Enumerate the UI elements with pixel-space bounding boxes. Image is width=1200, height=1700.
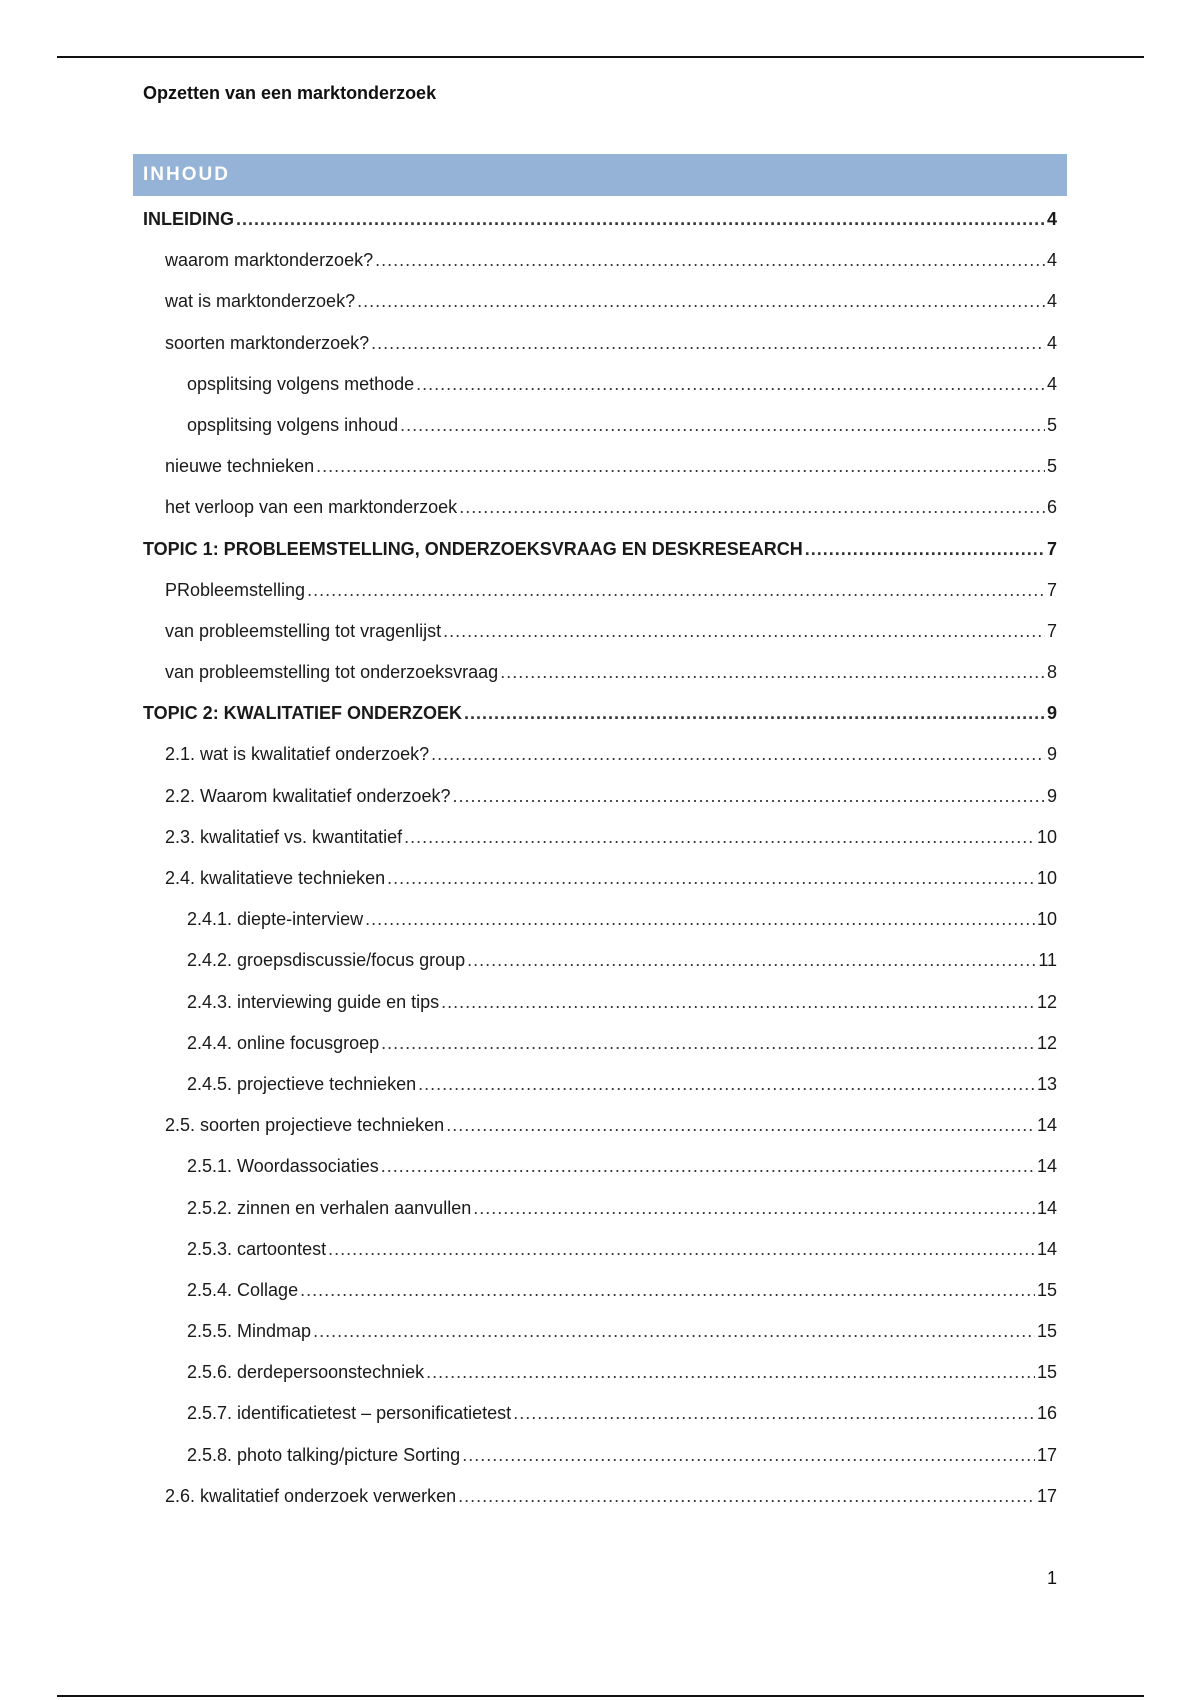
toc-entry-label: wat is marktonderzoek?	[165, 291, 356, 312]
header-rule	[57, 56, 1144, 58]
toc-entry[interactable]	[143, 1311, 1057, 1352]
toc-entry-label: 2.4.3. interviewing guide en tips	[187, 991, 440, 1012]
toc-entry-label: 2.5. soorten projectieve technieken	[165, 1115, 445, 1136]
toc-entry[interactable]	[143, 776, 1057, 817]
toc-dot-leader	[500, 652, 1045, 693]
toc-dot-leader	[805, 529, 1045, 570]
toc-entry-page: 10	[1036, 826, 1057, 847]
toc-dot-leader	[416, 364, 1045, 405]
toc-entry-label: 2.2. Waarom kwalitatief onderzoek?	[165, 785, 451, 806]
toc-entry-label: 2.3. kwalitatief vs. kwantitatief	[165, 826, 403, 847]
toc-dot-leader	[458, 1476, 1035, 1517]
toc-entry-page: 12	[1036, 991, 1057, 1012]
toc-entry[interactable]	[143, 899, 1057, 940]
toc-entry[interactable]	[143, 405, 1057, 446]
toc-entry-label: soorten marktonderzoek?	[165, 332, 370, 353]
toc-entry[interactable]	[143, 570, 1057, 611]
toc-entry-page: 14	[1036, 1156, 1057, 1177]
toc-entry[interactable]	[143, 323, 1057, 364]
toc-entry-label: TOPIC 1: PROBLEEMSTELLING, ONDERZOEKSVRAAG EN DESKRESEARCH	[143, 538, 803, 559]
toc-entry-label: 2.4.4. online focusgroep	[187, 1032, 380, 1053]
toc-entry-label: 2.5.4. Collage	[187, 1279, 299, 1300]
toc-entry-label: 2.5.6. derdepersoonstechniek	[187, 1362, 425, 1383]
toc-entry-page: 5	[1046, 414, 1057, 435]
toc-entry[interactable]	[143, 652, 1057, 693]
toc-entry-label: het verloop van een marktonderzoek	[165, 497, 458, 518]
toc-dot-leader	[381, 1146, 1035, 1187]
toc-entry[interactable]	[143, 1435, 1057, 1476]
toc-entry-page: 10	[1036, 868, 1057, 888]
toc-dot-leader	[459, 487, 1045, 528]
toc-entry[interactable]	[143, 734, 1057, 775]
toc-entry-page: 4	[1046, 332, 1057, 353]
toc-dot-leader	[446, 1105, 1035, 1146]
table-of-contents	[143, 199, 1057, 1517]
toc-entry-page: 11	[1038, 950, 1057, 971]
toc-entry-label: 2.5.7. identificatietest – personificatietest	[187, 1403, 512, 1424]
toc-entry-label: 2.5.1. Woordassociaties	[187, 1156, 379, 1177]
toc-entry-page: 4	[1046, 373, 1057, 394]
toc-entry-page: 7	[1046, 579, 1057, 600]
toc-dot-leader	[473, 1188, 1035, 1229]
toc-entry-page: 12	[1036, 1032, 1057, 1053]
toc-entry[interactable]	[143, 1188, 1057, 1229]
toc-dot-leader	[418, 1064, 1035, 1105]
document-header-title: Opzetten van een marktonderzoek	[143, 83, 437, 103]
toc-entry-label: van probleemstelling tot vragenlijst	[165, 620, 442, 641]
toc-entry-label: 2.4.5. projectieve technieken	[187, 1073, 417, 1094]
toc-dot-leader	[357, 281, 1045, 322]
toc-entry-page: 10	[1036, 909, 1057, 930]
toc-dot-leader	[313, 1311, 1035, 1352]
toc-heading: INHOUD	[133, 154, 1067, 196]
toc-dot-leader	[431, 734, 1045, 775]
toc-entry-page: 9	[1046, 785, 1057, 806]
toc-dot-leader	[307, 570, 1045, 611]
toc-entry[interactable]	[143, 982, 1057, 1023]
toc-entry[interactable]	[143, 1023, 1057, 1064]
toc-entry-label: TOPIC 2: KWALITATIEF ONDERZOEK	[143, 703, 462, 724]
toc-dot-leader	[462, 1435, 1035, 1476]
toc-entry-label: waarom marktonderzoek?	[165, 250, 374, 271]
toc-entry[interactable]	[143, 817, 1057, 858]
toc-entry-page: 13	[1036, 1073, 1057, 1094]
toc-dot-leader	[441, 982, 1035, 1023]
toc-entry[interactable]	[143, 487, 1057, 528]
toc-entry[interactable]	[143, 1146, 1057, 1187]
toc-entry[interactable]	[143, 446, 1057, 487]
toc-entry-label: 2.5.8. photo talking/picture Sorting	[187, 1444, 461, 1465]
toc-entry-page: 5	[1046, 456, 1057, 477]
toc-dot-leader	[316, 446, 1045, 487]
toc-entry-page: 9	[1046, 703, 1057, 724]
toc-entry-label: 2.1. wat is kwalitatief onderzoek?	[165, 744, 430, 765]
toc-dot-leader	[513, 1393, 1035, 1434]
toc-entry[interactable]	[143, 1105, 1057, 1146]
toc-entry[interactable]	[143, 611, 1057, 652]
toc-entry-page: 8	[1046, 662, 1057, 683]
toc-dot-leader	[400, 405, 1045, 446]
toc-dot-leader	[236, 199, 1045, 240]
footer-rule	[57, 1695, 1144, 1697]
toc-dot-leader	[387, 858, 1035, 899]
toc-entry-page: 7	[1046, 620, 1057, 641]
toc-entry-label: 2.4.2. groepsdiscussie/focus group	[187, 950, 466, 971]
toc-dot-leader	[365, 899, 1035, 940]
toc-entry[interactable]	[143, 1393, 1057, 1434]
toc-dot-leader	[328, 1229, 1035, 1270]
toc-dot-leader	[426, 1352, 1035, 1393]
toc-entry-label: opsplitsing volgens methode	[187, 373, 415, 394]
toc-dot-leader	[300, 1270, 1035, 1311]
toc-entry-label: 2.4. kwalitatieve technieken	[165, 868, 386, 888]
toc-entry[interactable]	[143, 364, 1057, 405]
toc-dot-leader	[464, 693, 1045, 734]
toc-dot-leader	[381, 1023, 1035, 1064]
toc-entry[interactable]	[143, 1064, 1057, 1105]
toc-entry[interactable]	[143, 1229, 1057, 1270]
toc-entry-label: 2.4.1. diepte-interview	[187, 909, 364, 930]
toc-dot-leader	[375, 240, 1045, 281]
toc-entry[interactable]	[143, 281, 1057, 322]
toc-entry-label: PRobleemstelling	[165, 579, 306, 600]
toc-entry-label: 2.5.2. zinnen en verhalen aanvullen	[187, 1197, 472, 1218]
toc-entry-label: nieuwe technieken	[165, 456, 315, 477]
toc-entry-page: 4	[1046, 291, 1057, 312]
toc-entry[interactable]	[143, 529, 1057, 570]
toc-entry-page: 9	[1046, 744, 1057, 765]
toc-entry-label: 2.6. kwalitatief onderzoek verwerken	[165, 1485, 457, 1506]
toc-entry-page: 14	[1036, 1197, 1057, 1218]
toc-dot-leader	[452, 776, 1045, 817]
toc-entry[interactable]	[143, 1270, 1057, 1311]
toc-entry[interactable]	[143, 940, 1057, 981]
toc-entry-page: 15	[1036, 1321, 1057, 1342]
toc-entry[interactable]	[143, 240, 1057, 281]
toc-entry[interactable]	[143, 693, 1057, 734]
toc-entry-label: 2.5.5. Mindmap	[187, 1321, 312, 1342]
toc-entry-label: opsplitsing volgens inhoud	[187, 414, 399, 435]
toc-entry-page: 14	[1036, 1115, 1057, 1136]
toc-dot-leader	[371, 323, 1045, 364]
toc-entry-page: 15	[1036, 1279, 1057, 1300]
toc-entry-page: 4	[1046, 209, 1057, 229]
toc-entry[interactable]	[143, 199, 1057, 240]
toc-entry-page: 16	[1036, 1403, 1057, 1424]
toc-entry[interactable]	[143, 858, 1057, 899]
toc-entry[interactable]	[143, 1352, 1057, 1393]
toc-entry-page: 17	[1036, 1485, 1057, 1506]
toc-entry-page: 17	[1036, 1444, 1057, 1465]
toc-dot-leader	[467, 940, 1036, 981]
toc-entry-page: 14	[1036, 1238, 1057, 1259]
toc-entry-page: 7	[1046, 538, 1057, 559]
toc-entry-label: INLEIDING	[143, 209, 235, 229]
toc-dot-leader	[404, 817, 1035, 858]
toc-entry-page: 15	[1036, 1362, 1057, 1383]
toc-entry-page: 4	[1046, 250, 1057, 271]
page-number: 1	[1046, 1568, 1057, 1588]
toc-dot-leader	[443, 611, 1045, 652]
toc-entry[interactable]	[143, 1476, 1057, 1517]
toc-entry-page: 6	[1046, 497, 1057, 518]
toc-entry-label: van probleemstelling tot onderzoeksvraag	[165, 662, 499, 683]
toc-entry-label: 2.5.3. cartoontest	[187, 1238, 327, 1259]
